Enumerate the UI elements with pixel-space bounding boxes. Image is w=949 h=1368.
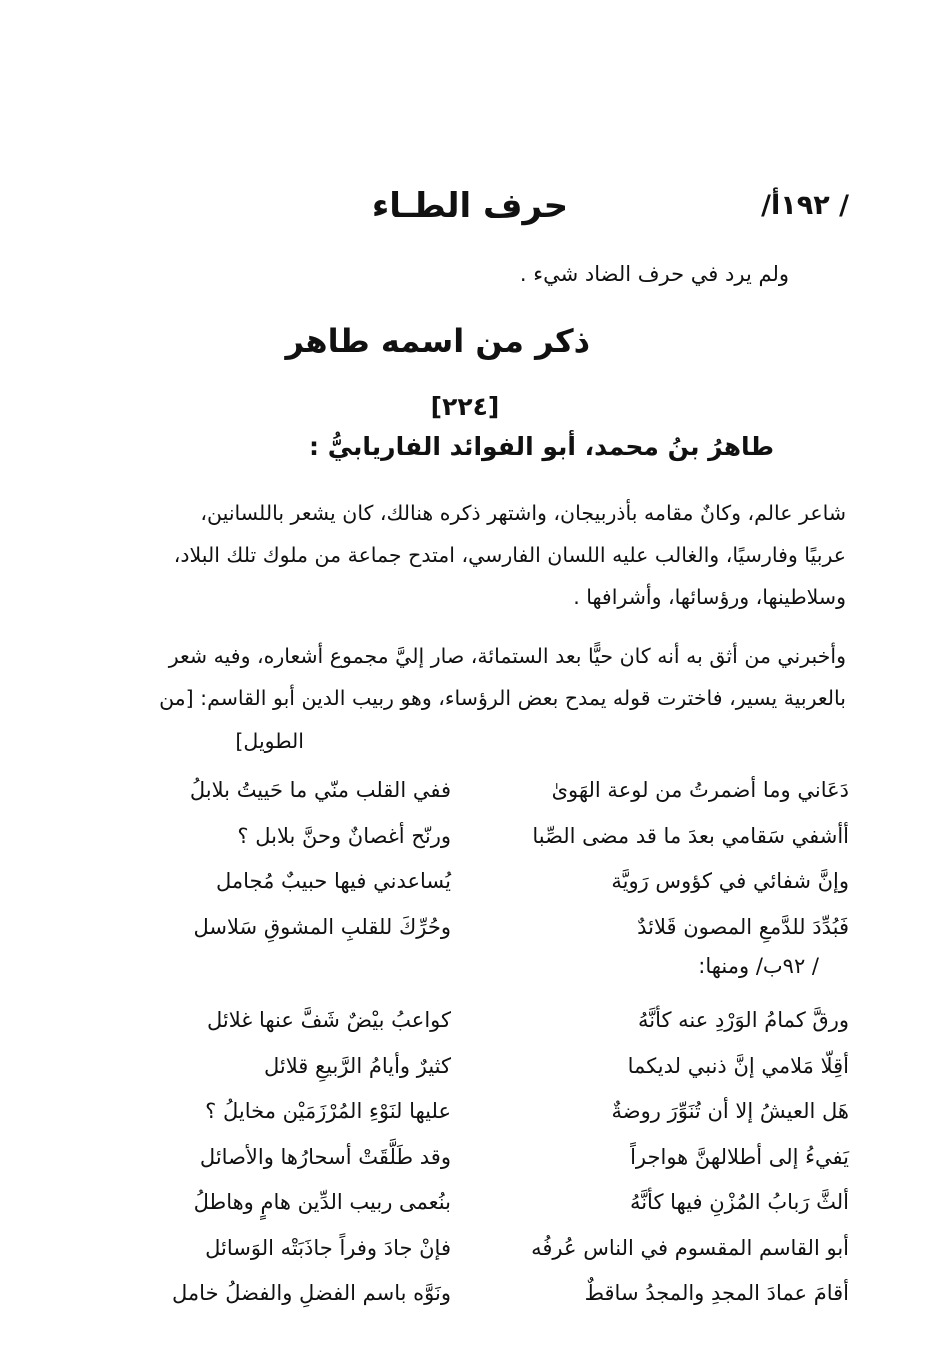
poem-meter: الطويل] [235,729,304,753]
verse-second-hemistich: ونَوَّه باسم الفضلِ والفضلُ خامل [172,1281,451,1305]
biography-paragraph [100,492,846,618]
verse-second-hemistich: كواعبُ بيْضٌ شَفَّ عنها غلائل [207,1008,451,1032]
verse-line [99,1089,849,1135]
verse-line [99,1044,849,1090]
verse-second-hemistich: ورنّح أغصانٌ وحنَّ بلابل ؟ [237,823,451,848]
verse-first-hemistich: وإنَّ شفائي في كؤوس رَويَّة [611,869,849,893]
poem-first [99,768,849,950]
verse-second-hemistich: وقد طَلَّقَتْ أسحارُها والأصائل [199,1144,451,1169]
verse-line [99,905,849,951]
poem-second [99,998,849,1317]
verse-first-hemistich: أأشفي سَقامي بعدَ ما قد مضى الصِّبا [532,823,849,848]
entry-name: طاهرُ بنُ محمد، أبو الفوائد الفاريابيُّ : [309,432,774,461]
verse-second-hemistich: بنُعمى ربيب الدِّين هامٍ وهاطلُ [193,1190,451,1214]
folio-subheading: / ٩٢ب/ ومنها: [698,954,819,978]
verse-second-hemistich: عليها لنَوْءِ المُرْزَمَيْن مخايلُ ؟ [205,1099,451,1123]
verse-first-hemistich: يَفيءُ إلى أطلالهنَّ هواجراً [630,1144,849,1169]
verse-first-hemistich: ورقَّ كمامُ الوَرْدِ عنه كأنَّهُ [637,1008,849,1032]
verse-line [99,859,849,905]
verse-second-hemistich: فإنْ جادَ وفراً جاذَبَتْه الوَسائل [205,1235,451,1260]
verse-first-hemistich: أقِلّا مَلامي إنَّ ذنبي لديكما [627,1053,849,1078]
editor-note: ولم يرد في حرف الضاد شيء . [519,262,789,286]
verse-second-hemistich: يُساعدني فيها حبيبٌ مُجامل [216,869,451,893]
chapter-title: ذكر من اسمه طاهر [285,322,590,360]
verse-second-hemistich: ففي القلب منّي ما حَييتُ بلابلُ [189,778,451,802]
verse-first-hemistich: أبو القاسم المقسوم في الناس عُرفُه [531,1235,849,1260]
paragraph-line: وسلاطينها، ورؤسائها، وأشرافها . [573,585,846,609]
verse-first-hemistich: ألثَّ رَبابُ المُزْنِ فيها كأنَّهُ [629,1190,849,1214]
source-paragraph [100,635,846,719]
verse-line [99,814,849,860]
paragraph-line: وأخبرني من أثق به أنه كان حيًّا بعد الستمائة، صار إليَّ مجموع أشعاره، وفيه شعر [168,644,846,668]
paragraph-line: بالعربية يسير، فاخترت قوله يمدح بعض الرؤساء، وهو ربيب الدين أبو القاسم: [من [159,686,846,710]
folio-marker: / ١٩٢أ/ [761,190,849,221]
verse-line [99,998,849,1044]
verse-first-hemistich: فَبُدِّدَ للدَّمعِ المصون قَلائدٌ [637,914,849,939]
paragraph-line: عربيًا وفارسيًا، والغالب عليه اللسان الفارسي، امتدح جماعة من ملوك تلك البلاد، [173,543,846,567]
verse-line [99,1180,849,1226]
verse-first-hemistich: هَل العيشُ إلا أن تُنَوِّرَ روضةٌ [611,1099,849,1123]
verse-second-hemistich: وحُرِّكَ للقلبِ المشوقِ سَلاسل [193,914,451,939]
verse-second-hemistich: كثيرٌ وأيامُ الرَّبيعِ قلائل [263,1053,451,1078]
verse-line [99,1271,849,1317]
section-title: حرف الطـاء [371,186,569,226]
entry-number: [٢٢٤] [430,392,500,421]
verse-line [99,1226,849,1272]
verse-first-hemistich: أقامَ عمادَ المجدِ والمجدُ ساقطٌ [584,1281,849,1305]
verse-line [99,768,849,814]
verse-line [99,1135,849,1181]
verse-first-hemistich: دَعَاني وما أضمرتُ من لوعة الهَوىٰ [551,778,849,802]
paragraph-line: شاعر عالم، وكانٌ مقامه بأذربيجان، واشتهر ذكره هنالك، كان يشعر باللسانين، [200,501,846,525]
